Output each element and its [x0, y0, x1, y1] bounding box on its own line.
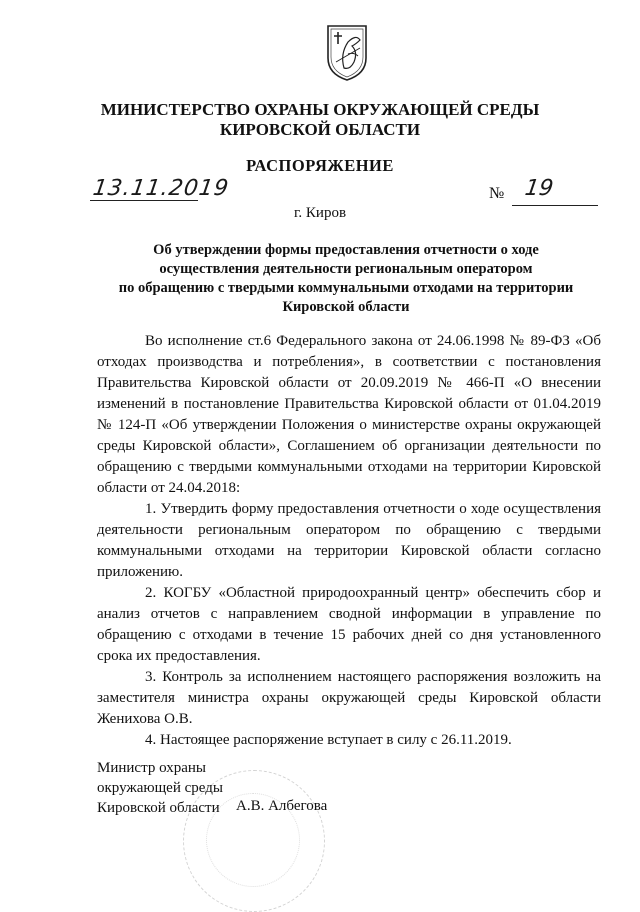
document-body	[97, 331, 601, 751]
subject-line1: Об утверждении формы предоставления отчетности о ходе	[153, 242, 539, 258]
signer-name: А.В. Албегова	[236, 798, 328, 814]
document-date: 13.11.2019	[91, 176, 231, 201]
city: г. Киров	[293, 205, 347, 221]
clause-2: 2. КОГБУ «Областной природоохранный центр» обеспечить сбор и анализ отчетов с направлением сводной информации в управление по обращению с отходами в течение 15 рабочих дней со дня установленного срока их предоставления.	[97, 585, 601, 664]
ministry-name-line1: МИНИСТЕРСТВО ОХРАНЫ ОКРУЖАЮЩЕЙ СРЕДЫ	[100, 100, 540, 119]
clause-3: 3. Контроль за исполнением настоящего распоряжения возложить на заместителя министра охраны окружающей среды Кировской области Женихова О.В.	[97, 669, 601, 727]
signer-title-line3: Кировской области	[97, 800, 220, 816]
signature-block	[97, 758, 223, 818]
subject-line2: осуществления деятельности региональным оператором	[159, 261, 533, 277]
signer-title-line1: Министр охраны	[97, 760, 206, 776]
ministry-name-line2: КИРОВСКОЙ ОБЛАСТИ	[219, 120, 421, 139]
date-underline	[90, 200, 198, 201]
clause-4: 4. Настоящее распоряжение вступает в силу с 26.11.2019.	[145, 732, 512, 748]
document-type: РАСПОРЯЖЕНИЕ	[246, 156, 394, 175]
number-label: №	[489, 185, 505, 202]
clause-1: 1. Утвердить форму предоставления отчетности о ходе осуществления деятельности региональным оператором по обращению с твердыми коммунальными отходами на территории Кировской области согласно приложению.	[97, 501, 601, 580]
document-subject	[90, 241, 602, 317]
kirov-region-coat-of-arms-icon	[326, 22, 368, 82]
document-number: 19	[523, 176, 555, 201]
signer-title-line2: окружающей среды	[97, 780, 223, 796]
subject-line4: Кировской области	[282, 299, 410, 315]
preamble-paragraph: Во исполнение ст.6 Федерального закона от 24.06.1998 № 89-ФЗ «Об отходах производства и потребления», в соответствии с постановления Правительства Кировской области от 20.09.2019 № 466-П «О внесении изменений в постановление Правительства Кировской области от 01.04.2019 № 124-П «Об утверждении Положения о министерстве охраны окружающей среды Кировской области», Соглашением об организации деятельности по обращению с твердыми коммунальными отходами на территории Кировской области от 24.04.2018:	[97, 333, 601, 496]
subject-line3: по обращению с твердыми коммунальными отходами на территории	[118, 280, 574, 296]
ministry-name	[0, 100, 640, 140]
